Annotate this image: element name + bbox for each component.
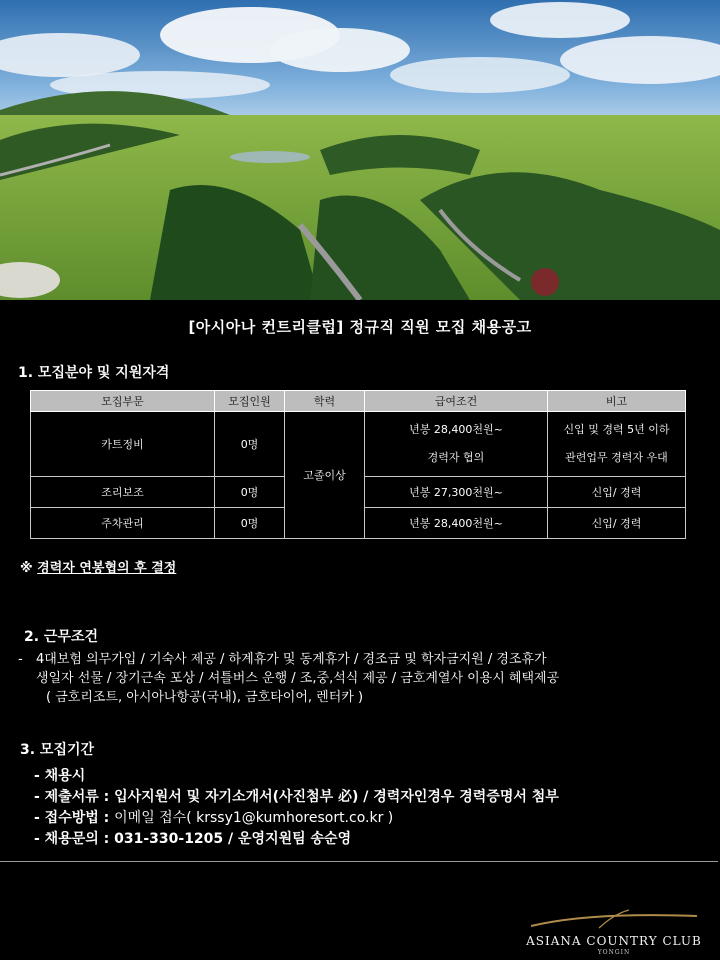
conditions-line: ( 금호리조트, 아시아나항공(국내), 금호타이어, 렌터카 )	[46, 690, 364, 705]
recruit-period	[34, 766, 559, 850]
section3-heading: 3. 모집기간	[20, 742, 95, 758]
row-salary	[365, 412, 548, 477]
table-header-row	[31, 391, 686, 412]
row-count: 0명	[215, 508, 285, 539]
footer-divider	[0, 861, 718, 862]
recruit-table	[30, 390, 686, 539]
note-mark: ※	[20, 561, 33, 576]
note-text: 경력자 연봉협의 후 결정	[37, 561, 177, 576]
header-remark: 비고	[548, 391, 686, 412]
remark-line: 관련업무 경력자 우대	[565, 451, 668, 464]
section1-heading: 1. 모집분야 및 지원자격	[18, 365, 170, 381]
list-dash: -	[18, 652, 23, 667]
apply-method-label: - 접수방법 :	[34, 810, 115, 826]
row-salary: 년봉 28,400천원~	[365, 508, 548, 539]
header-count: 모집인원	[215, 391, 285, 412]
section2-heading: 2. 근무조건	[24, 629, 99, 645]
apply-method-item	[34, 808, 559, 829]
row-count: 0명	[215, 477, 285, 508]
salary-note	[20, 557, 176, 576]
documents-item: - 제출서류 : 입사지원서 및 자기소개서(사진첨부 必) / 경력자인경우 경력증명서 첨부	[34, 789, 559, 805]
header-education: 학력	[285, 391, 365, 412]
salary-line: 경력자 협의	[427, 451, 485, 464]
asiana-cc-logo	[514, 908, 714, 956]
period-item: - 채용시	[34, 768, 86, 784]
row-remark	[548, 412, 686, 477]
conditions-line: 4대보험 의무가입 / 기숙사 제공 / 하계휴가 및 동계휴가 / 경조금 및 학자금지원 / 경조휴가	[36, 652, 547, 667]
salary-line: 년봉 28,400천원~	[409, 423, 503, 436]
row-dept: 조리보조	[31, 477, 215, 508]
logo-name: ASIANA COUNTRY CLUB	[526, 934, 702, 948]
row-count: 0명	[215, 412, 285, 477]
logo-swoosh-icon	[529, 908, 699, 930]
table-row	[31, 412, 686, 477]
page-title: [아시아나 컨트리클럽] 정규직 직원 모집 채용공고	[188, 318, 532, 336]
row-dept: 카트정비	[31, 412, 215, 477]
work-conditions	[18, 650, 698, 707]
row-salary: 년봉 27,300천원~	[365, 477, 548, 508]
contact-item: - 채용문의 : 031-330-1205 / 운영지원팀 송순영	[34, 831, 352, 847]
row-remark: 신입/ 경력	[548, 477, 686, 508]
logo-sub: YONGIN	[597, 949, 631, 956]
apply-method-value: 이메일 접수( krssy1@kumhoresort.co.kr )	[114, 810, 394, 826]
header-dept: 모집부문	[31, 391, 215, 412]
education-cell: 고졸이상	[285, 412, 365, 539]
row-dept: 주차관리	[31, 508, 215, 539]
conditions-line: 생일자 선물 / 장기근속 포상 / 셔틀버스 운행 / 조,중,석식 제공 / 금호계열사 이용시 혜택제공	[36, 671, 560, 686]
row-remark: 신입/ 경력	[548, 508, 686, 539]
remark-line: 신입 및 경력 5년 이하	[563, 423, 670, 436]
golf-course-photo	[0, 0, 720, 300]
header-salary: 급여조건	[365, 391, 548, 412]
